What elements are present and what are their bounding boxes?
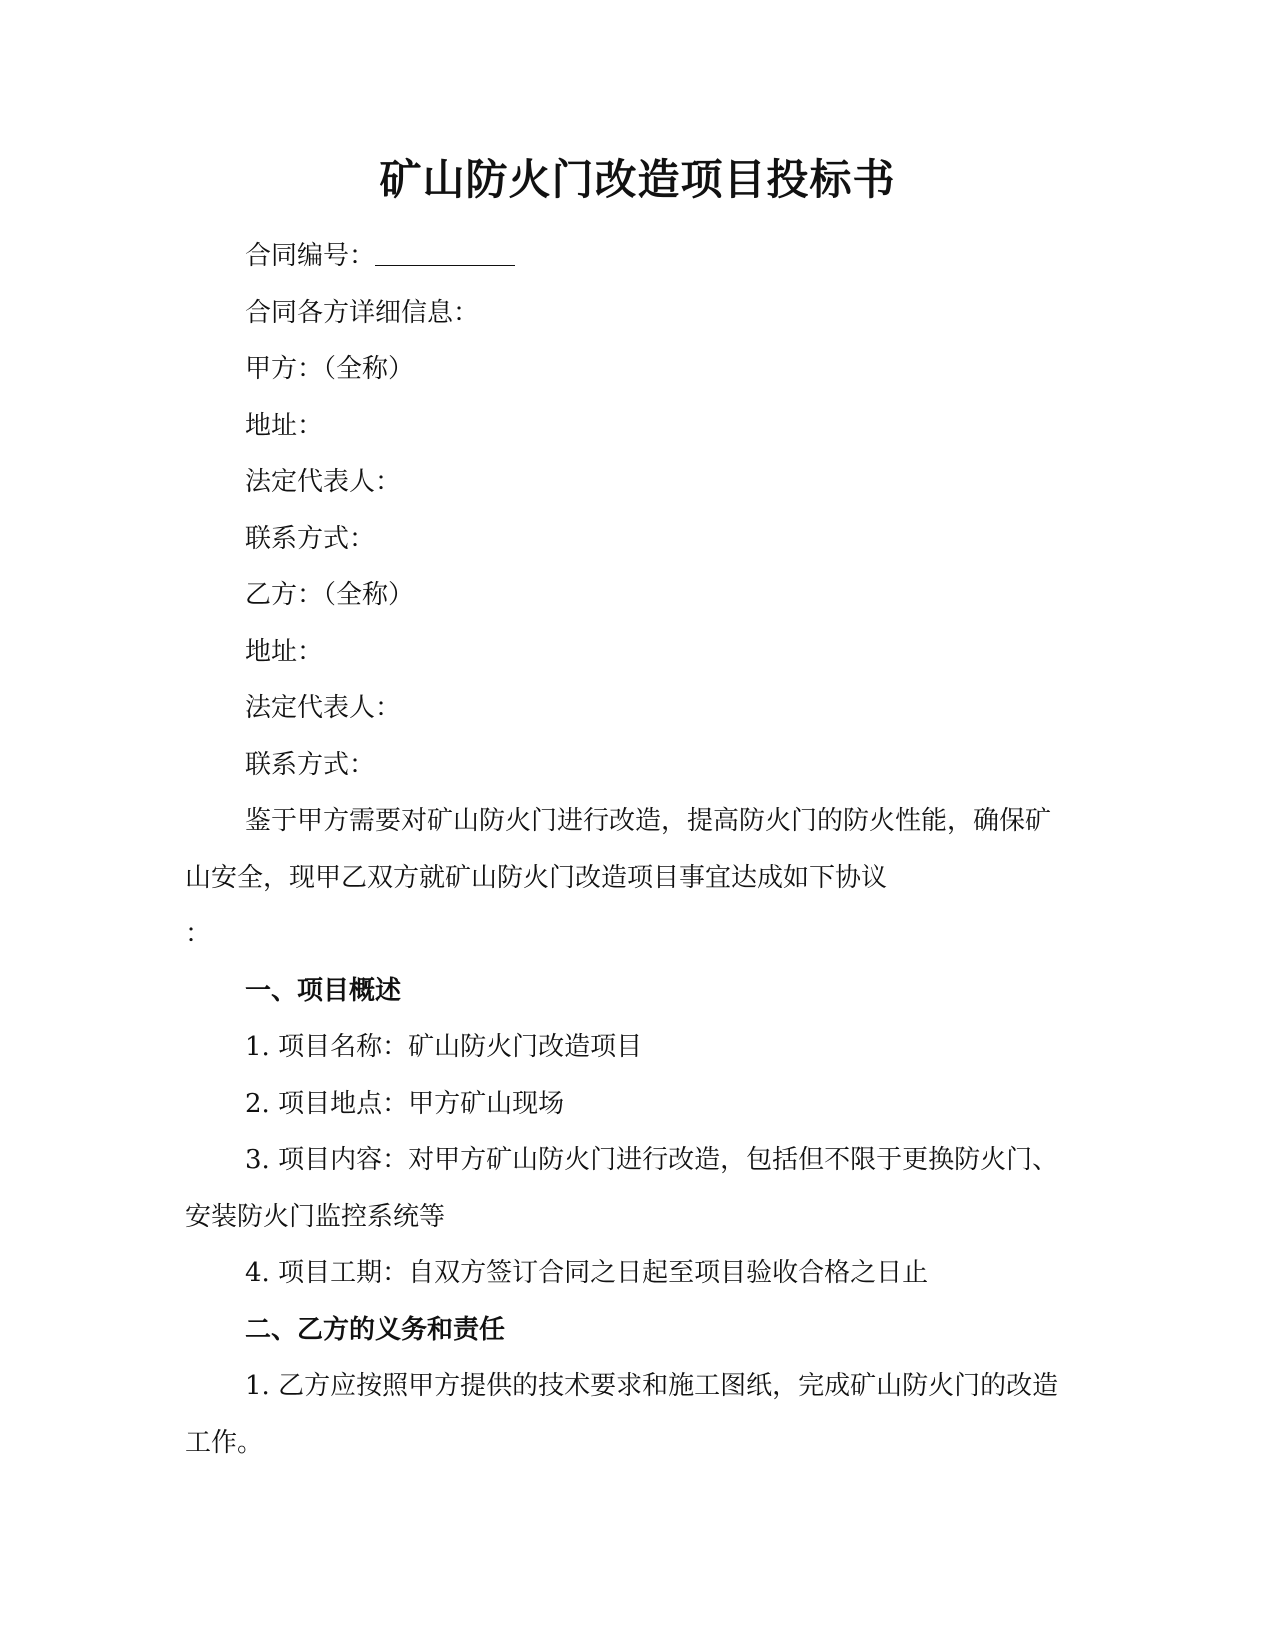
party-b-label: 乙方：（全称） [245,580,415,610]
party-b-address: 地址： [245,636,324,667]
contract-number-blank [375,235,515,266]
party-a-address: 地址： [245,410,324,441]
section-2-heading: 二、乙方的义务和责任 [245,1314,506,1345]
document-body [185,228,1065,1471]
section-1-heading: 一、项目概述 [245,975,402,1006]
section-1-item: 3. 项目内容：对甲方矿山防火门进行改造，包括但不限于更换防火门、安装防火门监控系统等 [185,1145,1059,1232]
preamble-paragraph: 鉴于甲方需要对矿山防火门进行改造，提高防火门的防火性能，确保矿山安全，现甲乙双方就矿山防火门改造项目事宜达成如下协议 [185,806,1052,893]
section-2-item: 1. 乙方应按照甲方提供的技术要求和施工图纸，完成矿山防火门的改造工作。 [185,1371,1059,1458]
preamble-end-colon: ： [185,919,212,949]
contract-number-label: 合同编号： [245,241,376,271]
section-1-item: 4. 项目工期：自双方签订合同之日起至项目验收合格之日止 [245,1258,929,1288]
party-a-legal-rep: 法定代表人： [245,467,402,497]
party-a-contact: 联系方式： [245,523,376,554]
party-a-label: 甲方：（全称） [245,354,415,384]
section-1-item: 1. 项目名称：矿山防火门改造项目 [245,1032,643,1062]
document-title: 矿山防火门改造项目投标书 [379,155,896,204]
section-1-item: 2. 项目地点：甲方矿山现场 [245,1088,565,1119]
parties-header: 合同各方详细信息： [245,297,480,328]
party-b-contact: 联系方式： [245,749,376,780]
party-b-legal-rep: 法定代表人： [245,693,402,723]
contract-number-line [185,228,1065,285]
